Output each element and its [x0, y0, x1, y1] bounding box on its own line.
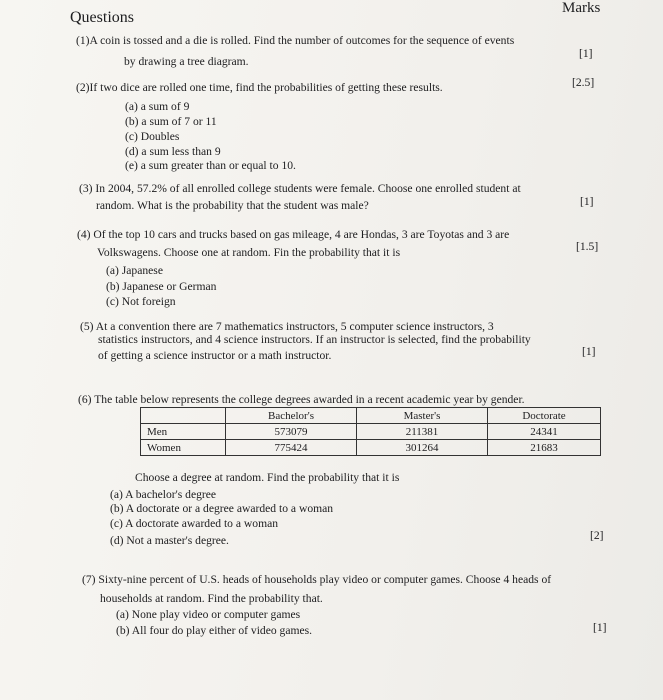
questions-heading: Questions [70, 9, 134, 26]
q6-prompt: Choose a degree at random. Find the probability that it is [135, 471, 400, 484]
table-cell: 211381 [357, 424, 488, 440]
q3-line-1: (3) In 2004, 57.2% of all enrolled college students were female. Choose one enrolled student at [79, 182, 521, 195]
table-cell: Women [141, 440, 226, 456]
q5-line-1: (5) At a convention there are 7 mathematics instructors, 5 computer science instructors, 3 [80, 320, 494, 333]
q1-line-2: by drawing a tree diagram. [124, 55, 249, 68]
table-row [141, 440, 601, 456]
marks-heading: Marks [562, 0, 601, 16]
q1-line-1: (1)A coin is tossed and a die is rolled. Find the number of outcomes for the sequence of events [76, 34, 515, 47]
q7-mark: [1] [593, 621, 607, 634]
table-header-cell: Bachelor's [226, 408, 357, 424]
q2-item-e: (e) a sum greater than or equal to 10. [125, 159, 296, 172]
q7-line-1: (7) Sixty-nine percent of U.S. heads of households play video or computer games. Choose 4 heads of [82, 573, 552, 586]
table-header-cell: Doctorate [488, 408, 601, 424]
table-header-row [141, 408, 601, 424]
q4-mark: [1.5] [576, 240, 599, 253]
q6-item-a: (a) A bachelor's degree [110, 488, 217, 501]
table-cell: 24341 [488, 424, 601, 440]
q6-mark: [2] [590, 529, 604, 542]
table-cell: 301264 [357, 440, 488, 456]
q6-item-b: (b) A doctorate or a degree awarded to a woman [110, 502, 334, 515]
table-cell: 21683 [488, 440, 601, 456]
q7-item-a: (a) None play video or computer games [116, 608, 301, 621]
q3-line-2: random. What is the probability that the student was male? [96, 199, 369, 212]
q7-item-b: (b) All four do play either of video games. [116, 624, 313, 637]
q4-item-a: (a) Japanese [106, 264, 163, 277]
q5-mark: [1] [582, 345, 596, 358]
q6-item-c: (c) A doctorate awarded to a woman [110, 517, 279, 530]
q4-item-c: (c) Not foreign [106, 295, 176, 308]
table-cell: 775424 [226, 440, 357, 456]
q3-mark: [1] [580, 195, 594, 208]
q7-line-2: households at random. Find the probability that. [100, 592, 323, 605]
q5-line-2: statistics instructors, and 4 science instructors. If an instructor is selected, find the probability [98, 333, 531, 346]
q2-item-c: (c) Doubles [125, 130, 180, 143]
q2-line-1: (2)If two dice are rolled one time, find the probabilities of getting these results. [76, 81, 443, 94]
q4-item-b: (b) Japanese or German [106, 280, 217, 293]
q2-item-d: (d) a sum less than 9 [125, 145, 221, 158]
q2-item-b: (b) a sum of 7 or 11 [125, 115, 217, 128]
q6-item-d: (d) Not a master's degree. [110, 534, 229, 547]
degrees-table [140, 407, 601, 456]
table-cell: Men [141, 424, 226, 440]
q6-line-1: (6) The table below represents the college degrees awarded in a recent academic year by gender. [78, 393, 525, 406]
q1-mark: [1] [579, 47, 593, 60]
table-row [141, 424, 601, 440]
table-cell: 573079 [226, 424, 357, 440]
table-header-cell: Master's [357, 408, 488, 424]
q4-line-1: (4) Of the top 10 cars and trucks based on gas mileage, 4 are Hondas, 3 are Toyotas and 3 are [77, 228, 510, 241]
q2-item-a: (a) a sum of 9 [125, 100, 190, 113]
q2-mark: [2.5] [572, 76, 595, 89]
q5-line-3: of getting a science instructor or a math instructor. [98, 349, 332, 362]
q4-line-2: Volkswagens. Choose one at random. Fin the probability that it is [97, 246, 401, 259]
table-header-cell [141, 408, 226, 424]
